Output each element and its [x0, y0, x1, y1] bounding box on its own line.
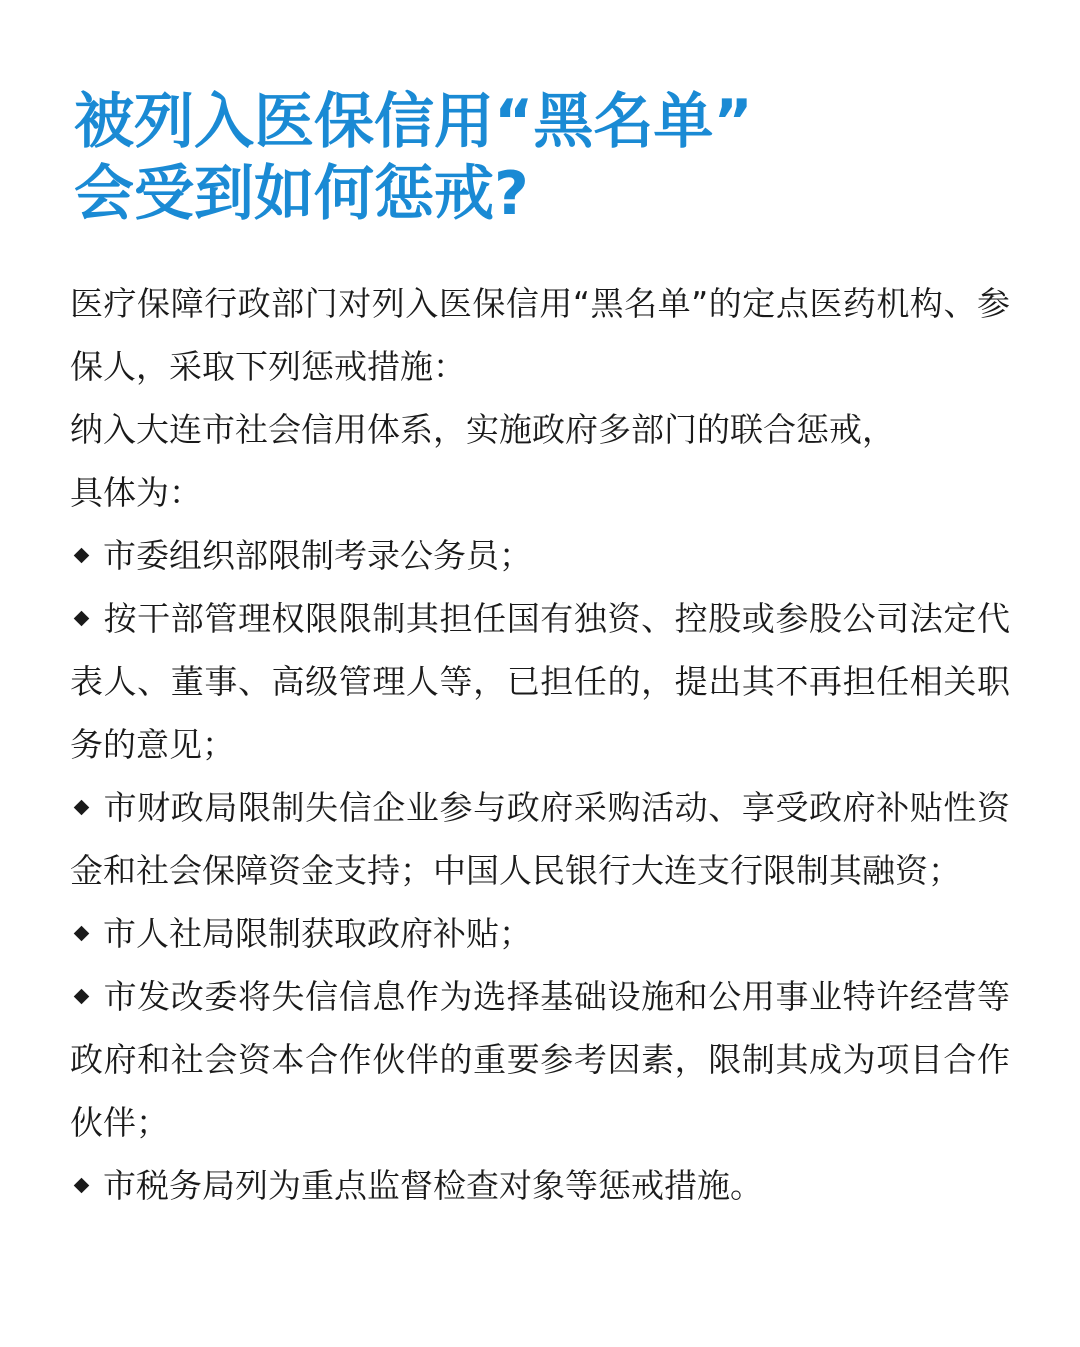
list-item	[70, 587, 1010, 776]
title-line-1: 被列入医保信用“黑名单”	[74, 87, 753, 157]
diamond-bullet-icon	[74, 548, 90, 564]
diamond-bullet-icon	[74, 800, 90, 816]
intro-paragraph-3: 具体为：	[70, 473, 202, 512]
diamond-bullet-icon	[74, 926, 90, 942]
list-item-text: 按干部管理权限限制其担任国有独资、控股或参股公司法定代表人、董事、高级管理人等，已担任的，提出其不再担任相关职务的意见；	[70, 599, 1010, 764]
title-line-2: 会受到如何惩戒?	[74, 159, 529, 229]
intro-paragraph-2: 纳入大连市社会信用体系，实施政府多部门的联合惩戒，	[70, 410, 895, 449]
list-item	[70, 776, 1010, 902]
list-item-text: 市委组织部限制考录公务员；	[103, 536, 532, 575]
list-item	[70, 1154, 1010, 1217]
intro-paragraph-1: 医疗保障行政部门对列入医保信用“黑名单”的定点医药机构、参保人，采取下列惩戒措施：	[70, 284, 1010, 386]
page-title	[74, 86, 1014, 230]
list-item	[70, 902, 1010, 965]
list-item-text: 市财政局限制失信企业参与政府采购活动、享受政府补贴性资金和社会保障资金支持；中国人民银行大连支行限制其融资；	[70, 788, 1010, 890]
diamond-bullet-icon	[74, 989, 90, 1005]
list-item-text: 市发改委将失信信息作为选择基础设施和公用事业特许经营等政府和社会资本合作伙伴的重要参考因素，限制其成为项目合作伙伴；	[70, 977, 1010, 1142]
list-item-text: 市人社局限制获取政府补贴；	[103, 914, 532, 953]
list-item	[70, 965, 1010, 1154]
diamond-bullet-icon	[74, 611, 90, 627]
article-body	[70, 272, 1010, 1217]
list-item	[70, 524, 1010, 587]
list-item-text: 市税务局列为重点监督检查对象等惩戒措施。	[103, 1166, 763, 1205]
diamond-bullet-icon	[74, 1178, 90, 1194]
